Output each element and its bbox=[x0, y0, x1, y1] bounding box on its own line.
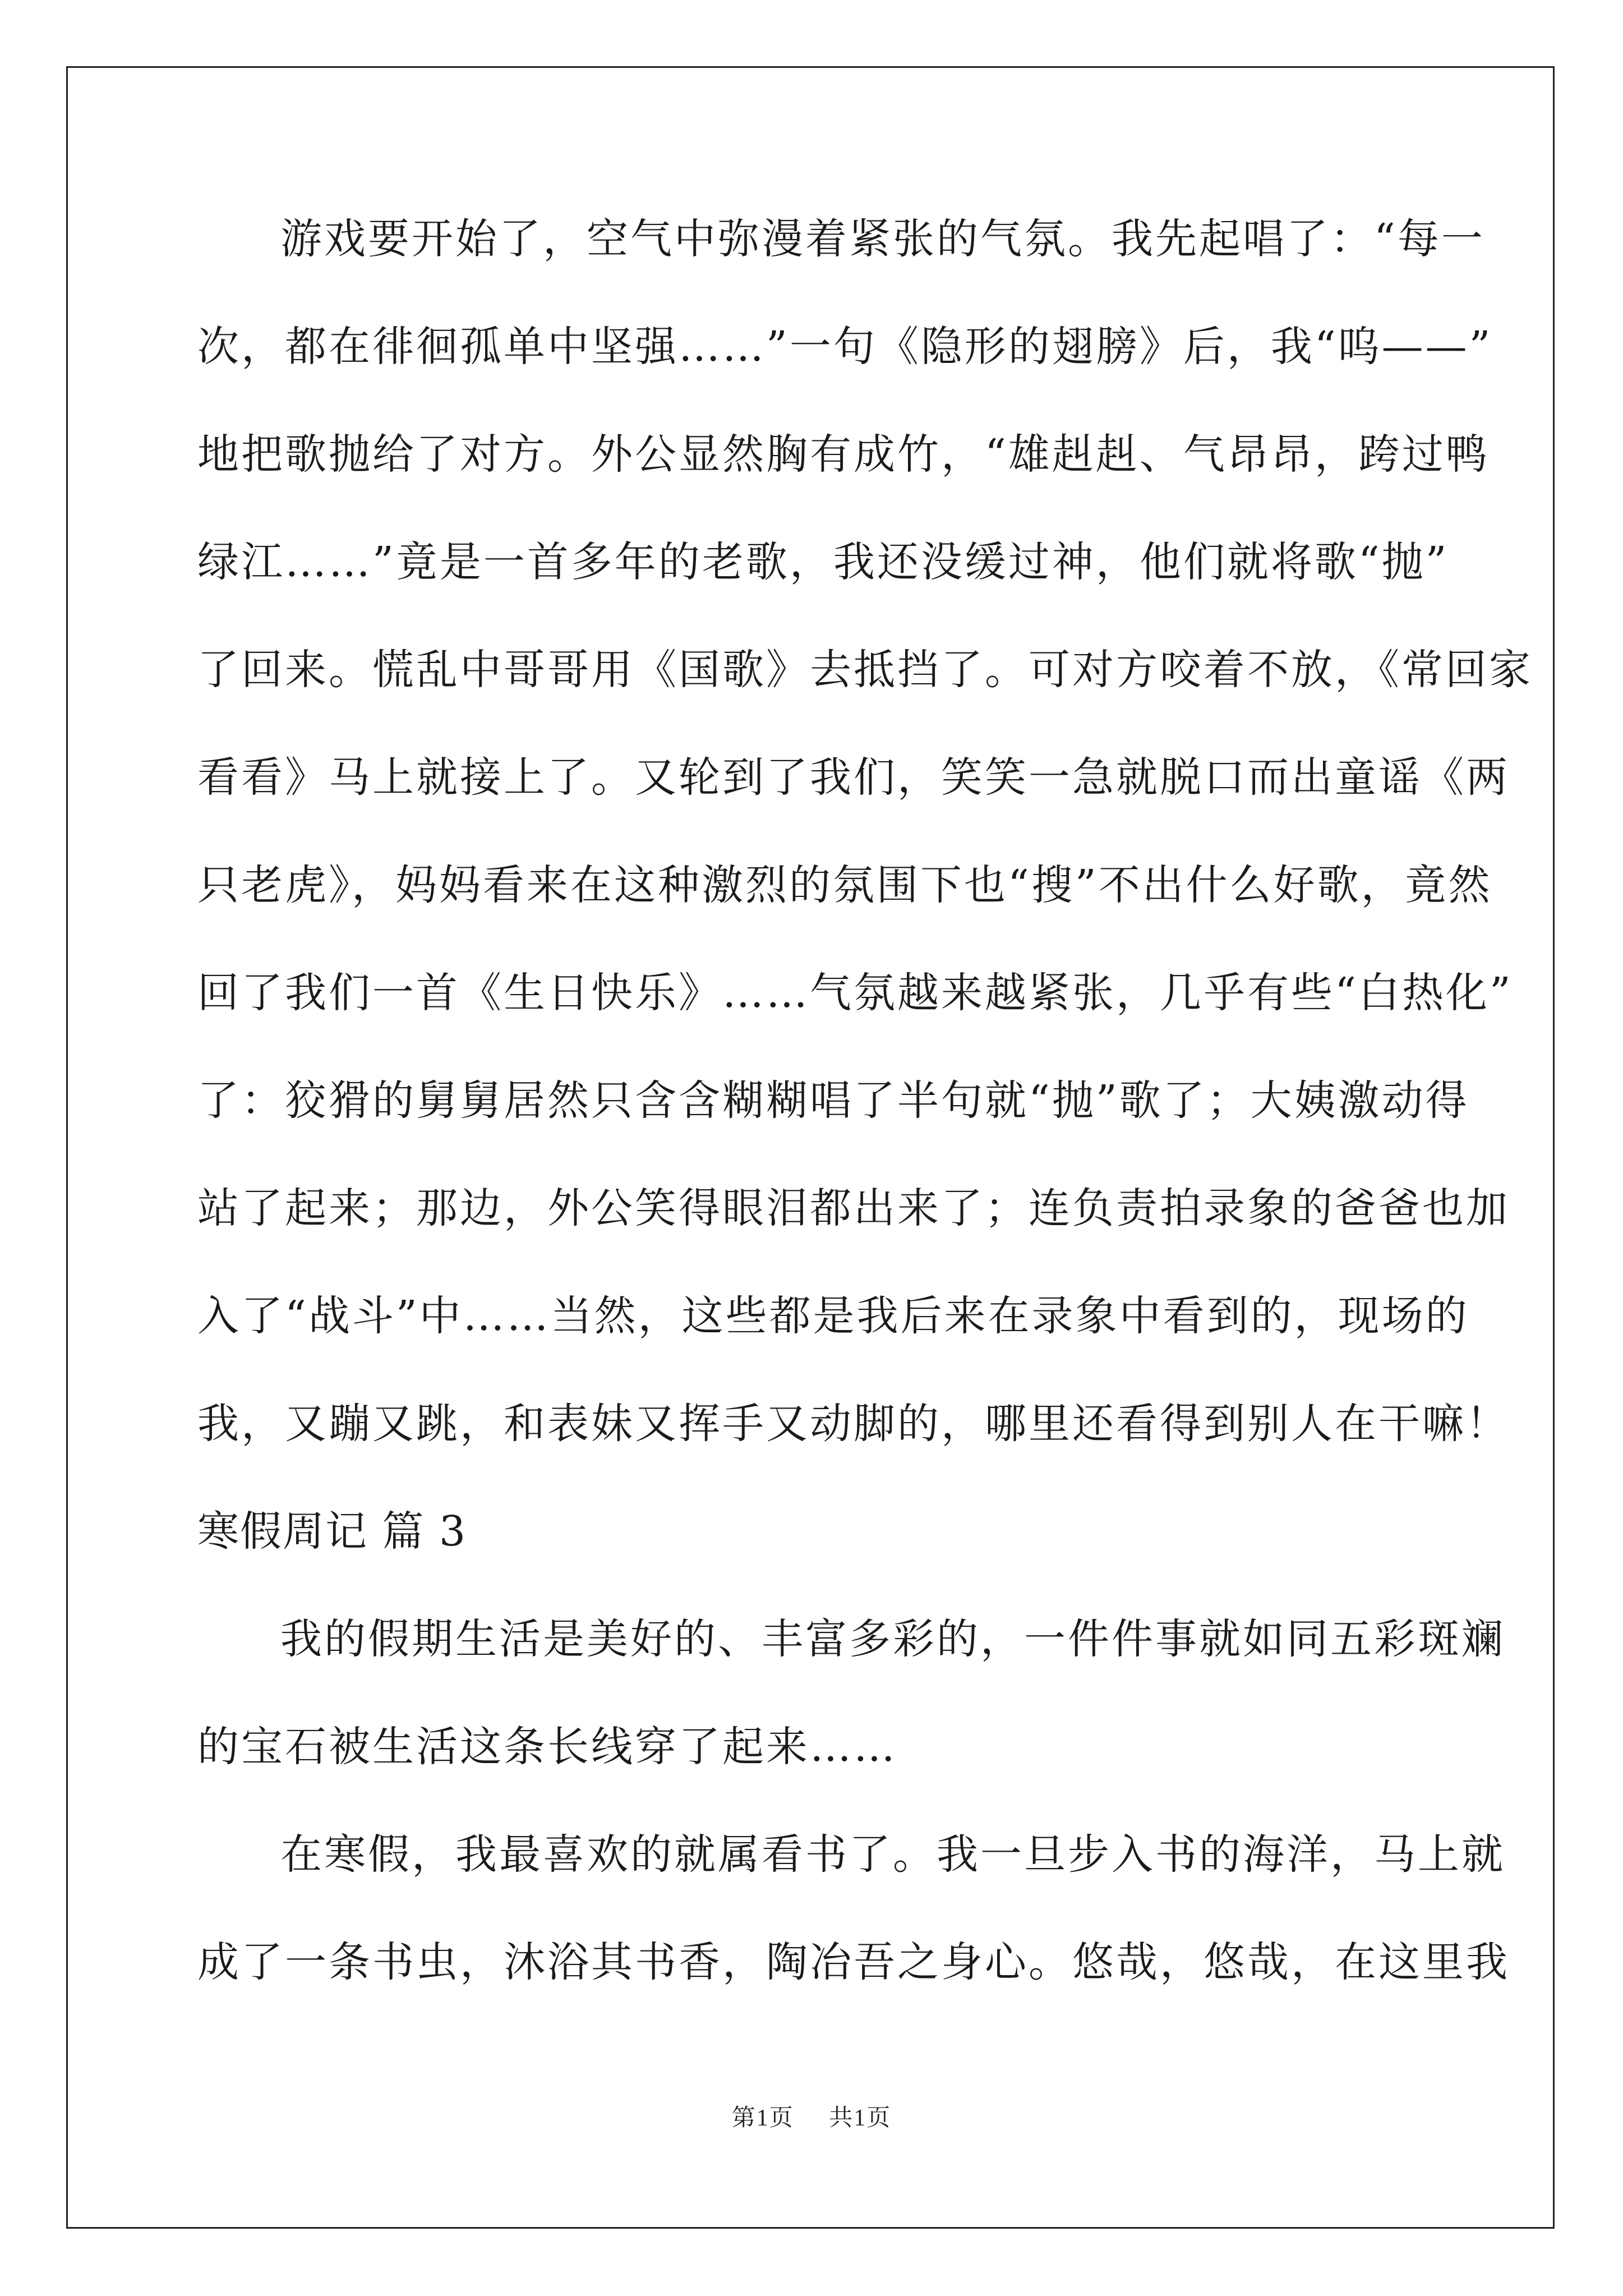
paragraph-line: 在寒假，我最喜欢的就属看书了。我一旦步入书的海洋，马上就 bbox=[280, 1830, 1505, 1879]
paragraph-line: 看看》马上就接上了。又轮到了我们，笑笑一急就脱口而出童谣《两 bbox=[197, 753, 1510, 802]
paragraph-line: 了回来。慌乱中哥哥用《国歌》去抵挡了。可对方咬着不放，《常回家 bbox=[197, 646, 1533, 694]
paragraph-line: 我，又蹦又跳，和表妹又挥手又动脚的，哪里还看得到别人在干嘛！ bbox=[197, 1400, 1510, 1448]
paragraph-line: 站了起来；那边，外公笑得眼泪都出来了；连负责拍录象的爸爸也加 bbox=[197, 1184, 1510, 1232]
paragraph-line: 我的假期生活是美好的、丰富多彩的，一件件事就如同五彩斑斓 bbox=[280, 1615, 1505, 1663]
paragraph-line: 的宝石被生活这条长线穿了起来…… bbox=[197, 1723, 897, 1771]
document-body bbox=[197, 185, 1533, 2016]
page-footer bbox=[0, 2099, 1623, 2133]
page-number: 第1页 bbox=[731, 2105, 794, 2131]
paragraph-line: 入了“战斗”中……当然，这些都是我后来在录象中看到的，现场的 bbox=[197, 1292, 1469, 1340]
paragraph-line: 绿江……”竟是一首多年的老歌，我还没缓过神，他们就将歌“抛” bbox=[197, 538, 1449, 586]
paragraph-line: 次，都在徘徊孤单中坚强……”一句《隐形的翅膀》后，我“呜——” bbox=[197, 323, 1493, 371]
paragraph-line: 回了我们一首《生日快乐》……气氛越来越紧张，几乎有些“白热化” bbox=[197, 969, 1513, 1017]
section-heading: 寒假周记 篇 3 bbox=[197, 1507, 467, 1556]
paragraph-line: 只老虎》，妈妈看来在这种激烈的氛围下也“搜”不出什么好歌，竟然 bbox=[197, 861, 1492, 909]
page-total: 共1页 bbox=[829, 2105, 892, 2131]
paragraph-line: 游戏要开始了，空气中弥漫着紧张的气氛。我先起唱了：“每一 bbox=[280, 215, 1485, 263]
paragraph-line: 地把歌抛给了对方。外公显然胸有成竹，“雄赳赳、气昂昂，跨过鸭 bbox=[197, 430, 1490, 478]
paragraph-line: 了：狡猾的舅舅居然只含含糊糊唱了半句就“抛”歌了；大姨激动得 bbox=[197, 1076, 1469, 1125]
paragraph-line: 成了一条书虫，沐浴其书香，陶冶吾之身心。悠哉，悠哉，在这里我 bbox=[197, 1938, 1510, 1986]
